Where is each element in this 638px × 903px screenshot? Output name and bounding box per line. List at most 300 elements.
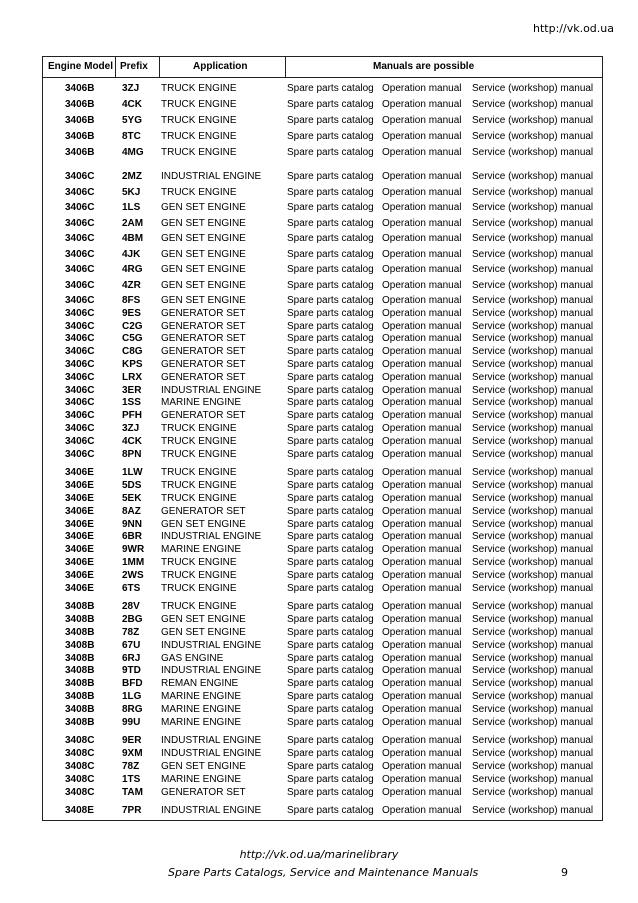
cell-prefix: 67U [122, 639, 141, 651]
cell-prefix: 4ZR [122, 279, 141, 291]
cell-operation-manual: Operation manual [382, 186, 462, 198]
table-row [43, 82, 602, 95]
cell-spare-parts-catalog: Spare parts catalog [287, 601, 374, 613]
cell-application: GENERATOR SET [161, 410, 246, 422]
cell-application: GENERATOR SET [161, 333, 246, 345]
cell-operation-manual: Operation manual [382, 147, 462, 158]
cell-operation-manual: Operation manual [382, 467, 462, 479]
cell-operation-manual: Operation manual [382, 320, 462, 332]
cell-operation-manual: Operation manual [382, 557, 462, 568]
cell-spare-parts-catalog: Spare parts catalog [287, 333, 374, 345]
cell-engine-model: 3408C [65, 735, 95, 747]
table-row [43, 201, 602, 214]
cell-application: GENERATOR SET [161, 320, 246, 332]
cell-service-manual: Service (workshop) manual [472, 131, 594, 142]
cell-service-manual: Service (workshop) manual [472, 147, 594, 158]
cell-operation-manual: Operation manual [382, 233, 462, 244]
cell-engine-model: 3406B [65, 115, 95, 126]
table-row [43, 146, 602, 159]
table-row [43, 652, 602, 665]
cell-service-manual: Service (workshop) manual [472, 652, 594, 664]
cell-operation-manual: Operation manual [382, 614, 462, 626]
cell-service-manual: Service (workshop) manual [472, 186, 594, 198]
cell-application: INDUSTRIAL ENGINE [161, 748, 262, 760]
cell-prefix: 1SS [122, 397, 141, 409]
cell-engine-model: 3406C [65, 279, 95, 291]
cell-spare-parts-catalog: Spare parts catalog [287, 397, 374, 409]
cell-prefix: 78Z [122, 761, 140, 772]
cell-operation-manual: Operation manual [382, 346, 462, 358]
cell-operation-manual: Operation manual [382, 518, 462, 530]
cell-service-manual: Service (workshop) manual [472, 371, 594, 383]
cell-engine-model: 3408B [65, 691, 95, 702]
cell-prefix: 4CK [122, 99, 143, 110]
cell-application: TRUCK ENGINE [161, 147, 237, 158]
table-row [43, 435, 602, 448]
cell-prefix: 78Z [122, 627, 140, 638]
cell-service-manual: Service (workshop) manual [472, 735, 594, 747]
table-row [43, 345, 602, 358]
cell-service-manual: Service (workshop) manual [472, 333, 594, 345]
cell-application: GENERATOR SET [161, 371, 246, 383]
cell-prefix: 9ES [122, 307, 141, 319]
cell-service-manual: Service (workshop) manual [472, 703, 594, 715]
cell-operation-manual: Operation manual [382, 627, 462, 638]
cell-operation-manual: Operation manual [382, 786, 462, 798]
cell-application: TRUCK ENGINE [161, 569, 237, 581]
cell-spare-parts-catalog: Spare parts catalog [287, 518, 374, 530]
cell-operation-manual: Operation manual [382, 248, 462, 260]
cell-prefix: 3ZJ [122, 423, 140, 434]
cell-application: MARINE ENGINE [161, 773, 242, 785]
cell-operation-manual: Operation manual [382, 279, 462, 291]
cell-operation-manual: Operation manual [382, 735, 462, 747]
cell-engine-model: 3408B [65, 627, 95, 638]
cell-spare-parts-catalog: Spare parts catalog [287, 202, 374, 213]
cell-engine-model: 3406E [65, 467, 94, 479]
cell-engine-model: 3408B [65, 678, 95, 690]
cell-operation-manual: Operation manual [382, 582, 462, 594]
cell-application: INDUSTRIAL ENGINE [161, 639, 262, 651]
cell-engine-model: 3408C [65, 761, 95, 772]
table-row [43, 530, 602, 543]
cell-engine-model: 3406C [65, 307, 95, 319]
cell-spare-parts-catalog: Spare parts catalog [287, 735, 374, 747]
cell-spare-parts-catalog: Spare parts catalog [287, 786, 374, 798]
header-url[interactable]: http://vk.od.ua [533, 22, 614, 35]
cell-service-manual: Service (workshop) manual [472, 99, 594, 110]
cell-prefix: 6BR [122, 531, 143, 543]
cell-operation-manual: Operation manual [382, 83, 462, 94]
table-row [43, 248, 602, 261]
cell-service-manual: Service (workshop) manual [472, 248, 594, 260]
cell-spare-parts-catalog: Spare parts catalog [287, 448, 374, 460]
cell-service-manual: Service (workshop) manual [472, 397, 594, 409]
cell-spare-parts-catalog: Spare parts catalog [287, 99, 374, 110]
cell-application: GENERATOR SET [161, 359, 246, 370]
col-application: Application [193, 61, 248, 72]
cell-engine-model: 3406C [65, 423, 95, 434]
cell-spare-parts-catalog: Spare parts catalog [287, 716, 374, 728]
cell-prefix: 8AZ [122, 505, 141, 517]
table-row [43, 294, 602, 307]
cell-operation-manual: Operation manual [382, 264, 462, 275]
table-row [43, 358, 602, 371]
cell-service-manual: Service (workshop) manual [472, 264, 594, 275]
cell-prefix: 4RG [122, 264, 143, 275]
cell-service-manual: Service (workshop) manual [472, 115, 594, 126]
cell-engine-model: 3406C [65, 217, 95, 229]
cell-engine-model: 3406B [65, 147, 95, 158]
table-row [43, 677, 602, 690]
cell-engine-model: 3406B [65, 83, 95, 94]
cell-engine-model: 3406C [65, 295, 95, 306]
cell-spare-parts-catalog: Spare parts catalog [287, 171, 374, 182]
cell-application: TRUCK ENGINE [161, 557, 237, 568]
cell-application: TRUCK ENGINE [161, 601, 237, 613]
cell-prefix: 5YG [122, 115, 143, 126]
cell-spare-parts-catalog: Spare parts catalog [287, 320, 374, 332]
cell-service-manual: Service (workshop) manual [472, 786, 594, 798]
cell-operation-manual: Operation manual [382, 384, 462, 396]
cell-application: TRUCK ENGINE [161, 582, 237, 594]
cell-spare-parts-catalog: Spare parts catalog [287, 557, 374, 568]
cell-spare-parts-catalog: Spare parts catalog [287, 639, 374, 651]
cell-operation-manual: Operation manual [382, 99, 462, 110]
cell-engine-model: 3408B [65, 601, 95, 613]
cell-service-manual: Service (workshop) manual [472, 279, 594, 291]
cell-prefix: 4JK [122, 248, 141, 260]
cell-engine-model: 3406C [65, 248, 95, 260]
cell-prefix: 4CK [122, 435, 143, 447]
footer-url[interactable]: http://vk.od.ua/marinelibrary [239, 848, 399, 861]
cell-engine-model: 3408B [65, 652, 95, 664]
col-engine-model: Engine Model [48, 61, 113, 72]
table-row [43, 186, 602, 199]
table-row [43, 98, 602, 111]
cell-prefix: LRX [122, 371, 142, 383]
cell-engine-model: 3406C [65, 371, 95, 383]
cell-spare-parts-catalog: Spare parts catalog [287, 279, 374, 291]
cell-spare-parts-catalog: Spare parts catalog [287, 678, 374, 690]
table-row [43, 664, 602, 677]
cell-service-manual: Service (workshop) manual [472, 320, 594, 332]
cell-application: TRUCK ENGINE [161, 448, 237, 460]
cell-application: GENERATOR SET [161, 786, 246, 798]
footer-title: Spare Parts Catalogs, Service and Maintenance Manuals [168, 866, 479, 879]
cell-application: INDUSTRIAL ENGINE [161, 171, 262, 182]
table-row [43, 384, 602, 397]
cell-service-manual: Service (workshop) manual [472, 359, 594, 370]
table-row [43, 760, 602, 773]
cell-service-manual: Service (workshop) manual [472, 448, 594, 460]
cell-application: GEN SET ENGINE [161, 217, 246, 229]
cell-prefix: 1MM [122, 557, 145, 568]
table-row [43, 690, 602, 703]
cell-service-manual: Service (workshop) manual [472, 601, 594, 613]
cell-engine-model: 3406C [65, 359, 95, 370]
cell-application: MARINE ENGINE [161, 716, 242, 728]
cell-prefix: 5DS [122, 480, 142, 492]
cell-engine-model: 3406C [65, 333, 95, 345]
table-row [43, 786, 602, 799]
cell-engine-model: 3408C [65, 748, 95, 760]
cell-engine-model: 3408E [65, 805, 94, 817]
cell-application: GEN SET ENGINE [161, 518, 246, 530]
cell-application: GEN SET ENGINE [161, 295, 246, 306]
cell-prefix: KPS [122, 359, 143, 370]
cell-spare-parts-catalog: Spare parts catalog [287, 115, 374, 126]
cell-operation-manual: Operation manual [382, 805, 462, 817]
cell-service-manual: Service (workshop) manual [472, 384, 594, 396]
cell-engine-model: 3408B [65, 716, 95, 728]
cell-operation-manual: Operation manual [382, 678, 462, 690]
cell-prefix: 9NN [122, 518, 143, 530]
cell-engine-model: 3406C [65, 233, 95, 244]
table-row [43, 371, 602, 384]
cell-operation-manual: Operation manual [382, 601, 462, 613]
cell-service-manual: Service (workshop) manual [472, 544, 594, 556]
cell-application: GENERATOR SET [161, 307, 246, 319]
cell-prefix: TAM [122, 786, 143, 798]
table-row [43, 170, 602, 183]
cell-engine-model: 3406C [65, 320, 95, 332]
table-row [43, 613, 602, 626]
cell-service-manual: Service (workshop) manual [472, 480, 594, 492]
cell-spare-parts-catalog: Spare parts catalog [287, 582, 374, 594]
cell-spare-parts-catalog: Spare parts catalog [287, 665, 374, 677]
cell-operation-manual: Operation manual [382, 307, 462, 319]
cell-application: TRUCK ENGINE [161, 186, 237, 198]
cell-engine-model: 3406E [65, 531, 94, 543]
cell-prefix: 4BM [122, 233, 144, 244]
cell-engine-model: 3406C [65, 202, 95, 213]
cell-operation-manual: Operation manual [382, 652, 462, 664]
cell-prefix: 2AM [122, 217, 144, 229]
cell-spare-parts-catalog: Spare parts catalog [287, 346, 374, 358]
cell-prefix: 28V [122, 601, 140, 613]
cell-spare-parts-catalog: Spare parts catalog [287, 627, 374, 638]
cell-service-manual: Service (workshop) manual [472, 665, 594, 677]
cell-prefix: 1LG [122, 691, 142, 702]
col-manuals: Manuals are possible [373, 61, 475, 72]
cell-application: TRUCK ENGINE [161, 467, 237, 479]
cell-service-manual: Service (workshop) manual [472, 716, 594, 728]
cell-operation-manual: Operation manual [382, 531, 462, 543]
cell-prefix: PFH [122, 410, 142, 422]
cell-operation-manual: Operation manual [382, 410, 462, 422]
cell-spare-parts-catalog: Spare parts catalog [287, 295, 374, 306]
cell-engine-model: 3406E [65, 505, 94, 517]
cell-engine-model: 3406C [65, 384, 95, 396]
cell-operation-manual: Operation manual [382, 333, 462, 345]
table-row [43, 716, 602, 729]
cell-operation-manual: Operation manual [382, 435, 462, 447]
cell-spare-parts-catalog: Spare parts catalog [287, 384, 374, 396]
cell-engine-model: 3406C [65, 397, 95, 409]
cell-operation-manual: Operation manual [382, 371, 462, 383]
cell-prefix: 1TS [122, 773, 141, 785]
cell-application: GEN SET ENGINE [161, 233, 246, 244]
cell-spare-parts-catalog: Spare parts catalog [287, 748, 374, 760]
cell-prefix: 99U [122, 716, 141, 728]
cell-operation-manual: Operation manual [382, 665, 462, 677]
cell-operation-manual: Operation manual [382, 423, 462, 434]
cell-service-manual: Service (workshop) manual [472, 467, 594, 479]
cell-application: GAS ENGINE [161, 652, 224, 664]
cell-service-manual: Service (workshop) manual [472, 748, 594, 760]
cell-operation-manual: Operation manual [382, 761, 462, 772]
cell-application: MARINE ENGINE [161, 397, 242, 409]
table-row [43, 518, 602, 531]
cell-operation-manual: Operation manual [382, 773, 462, 785]
table-row [43, 232, 602, 245]
cell-engine-model: 3408B [65, 665, 95, 677]
cell-service-manual: Service (workshop) manual [472, 493, 594, 504]
cell-spare-parts-catalog: Spare parts catalog [287, 505, 374, 517]
cell-operation-manual: Operation manual [382, 448, 462, 460]
table-row [43, 543, 602, 556]
cell-spare-parts-catalog: Spare parts catalog [287, 359, 374, 370]
cell-prefix: 8FS [122, 295, 141, 306]
cell-prefix: 5KJ [122, 186, 141, 198]
cell-service-manual: Service (workshop) manual [472, 505, 594, 517]
cell-service-manual: Service (workshop) manual [472, 346, 594, 358]
cell-engine-model: 3406C [65, 186, 95, 198]
cell-spare-parts-catalog: Spare parts catalog [287, 186, 374, 198]
table-row [43, 492, 602, 505]
cell-spare-parts-catalog: Spare parts catalog [287, 703, 374, 715]
cell-service-manual: Service (workshop) manual [472, 217, 594, 229]
cell-application: GEN SET ENGINE [161, 761, 246, 772]
cell-application: MARINE ENGINE [161, 691, 242, 702]
cell-engine-model: 3406E [65, 557, 94, 568]
cell-prefix: 4MG [122, 147, 144, 158]
table-row [43, 747, 602, 760]
cell-service-manual: Service (workshop) manual [472, 691, 594, 702]
cell-spare-parts-catalog: Spare parts catalog [287, 569, 374, 581]
cell-application: INDUSTRIAL ENGINE [161, 384, 262, 396]
cell-operation-manual: Operation manual [382, 716, 462, 728]
cell-prefix: 2MZ [122, 171, 142, 182]
cell-operation-manual: Operation manual [382, 397, 462, 409]
cell-prefix: 9WR [122, 544, 145, 556]
cell-engine-model: 3408C [65, 773, 95, 785]
cell-operation-manual: Operation manual [382, 131, 462, 142]
cell-spare-parts-catalog: Spare parts catalog [287, 493, 374, 504]
cell-operation-manual: Operation manual [382, 748, 462, 760]
cell-service-manual: Service (workshop) manual [472, 582, 594, 594]
cell-application: GEN SET ENGINE [161, 279, 246, 291]
cell-application: GENERATOR SET [161, 346, 246, 358]
cell-spare-parts-catalog: Spare parts catalog [287, 805, 374, 817]
cell-application: GEN SET ENGINE [161, 202, 246, 213]
cell-spare-parts-catalog: Spare parts catalog [287, 467, 374, 479]
cell-application: TRUCK ENGINE [161, 99, 237, 110]
cell-prefix: 1LS [122, 202, 141, 213]
cell-engine-model: 3406E [65, 480, 94, 492]
cell-prefix: 2BG [122, 614, 143, 626]
cell-prefix: 6RJ [122, 652, 141, 664]
cell-service-manual: Service (workshop) manual [472, 202, 594, 213]
col-prefix: Prefix [120, 61, 148, 72]
cell-spare-parts-catalog: Spare parts catalog [287, 131, 374, 142]
cell-spare-parts-catalog: Spare parts catalog [287, 544, 374, 556]
table-row [43, 409, 602, 422]
cell-operation-manual: Operation manual [382, 544, 462, 556]
table-row [43, 217, 602, 230]
cell-prefix: 3ZJ [122, 83, 140, 94]
table-row [43, 320, 602, 333]
cell-application: TRUCK ENGINE [161, 83, 237, 94]
table-row [43, 114, 602, 127]
cell-application: GEN SET ENGINE [161, 248, 246, 260]
table-row [43, 569, 602, 582]
cell-operation-manual: Operation manual [382, 480, 462, 492]
cell-spare-parts-catalog: Spare parts catalog [287, 480, 374, 492]
table-row [43, 130, 602, 143]
cell-service-manual: Service (workshop) manual [472, 678, 594, 690]
cell-service-manual: Service (workshop) manual [472, 307, 594, 319]
cell-application: GENERATOR SET [161, 505, 246, 517]
cell-spare-parts-catalog: Spare parts catalog [287, 371, 374, 383]
cell-engine-model: 3406E [65, 518, 94, 530]
cell-service-manual: Service (workshop) manual [472, 423, 594, 434]
cell-engine-model: 3406C [65, 410, 95, 422]
table-row [43, 582, 602, 595]
cell-prefix: 8TC [122, 131, 141, 142]
cell-engine-model: 3406B [65, 99, 95, 110]
table-row [43, 626, 602, 639]
table-row [43, 466, 602, 479]
cell-operation-manual: Operation manual [382, 171, 462, 182]
cell-application: REMAN ENGINE [161, 678, 239, 690]
table-row [43, 556, 602, 569]
cell-engine-model: 3406C [65, 346, 95, 358]
cell-service-manual: Service (workshop) manual [472, 557, 594, 568]
cell-application: TRUCK ENGINE [161, 435, 237, 447]
page-number: 9 [561, 866, 568, 879]
cell-spare-parts-catalog: Spare parts catalog [287, 531, 374, 543]
cell-engine-model: 3406C [65, 171, 95, 182]
cell-operation-manual: Operation manual [382, 359, 462, 370]
table-row [43, 263, 602, 276]
cell-operation-manual: Operation manual [382, 703, 462, 715]
table-row [43, 734, 602, 747]
parts-table [42, 56, 603, 821]
cell-application: TRUCK ENGINE [161, 480, 237, 492]
cell-service-manual: Service (workshop) manual [472, 627, 594, 638]
cell-prefix: C8G [122, 346, 143, 358]
cell-spare-parts-catalog: Spare parts catalog [287, 773, 374, 785]
cell-prefix: C2G [122, 320, 143, 332]
cell-application: MARINE ENGINE [161, 544, 242, 556]
cell-prefix: 8PN [122, 448, 142, 460]
cell-prefix: 3ER [122, 384, 142, 396]
table-row [43, 448, 602, 461]
cell-prefix: 2WS [122, 569, 144, 581]
table-row [43, 279, 602, 292]
cell-prefix: 7PR [122, 805, 142, 817]
cell-engine-model: 3408B [65, 703, 95, 715]
cell-service-manual: Service (workshop) manual [472, 410, 594, 422]
table-row [43, 804, 602, 817]
cell-operation-manual: Operation manual [382, 115, 462, 126]
cell-service-manual: Service (workshop) manual [472, 233, 594, 244]
cell-prefix: 1LW [122, 467, 143, 479]
cell-prefix: 9ER [122, 735, 142, 747]
cell-prefix: 9XM [122, 748, 143, 760]
